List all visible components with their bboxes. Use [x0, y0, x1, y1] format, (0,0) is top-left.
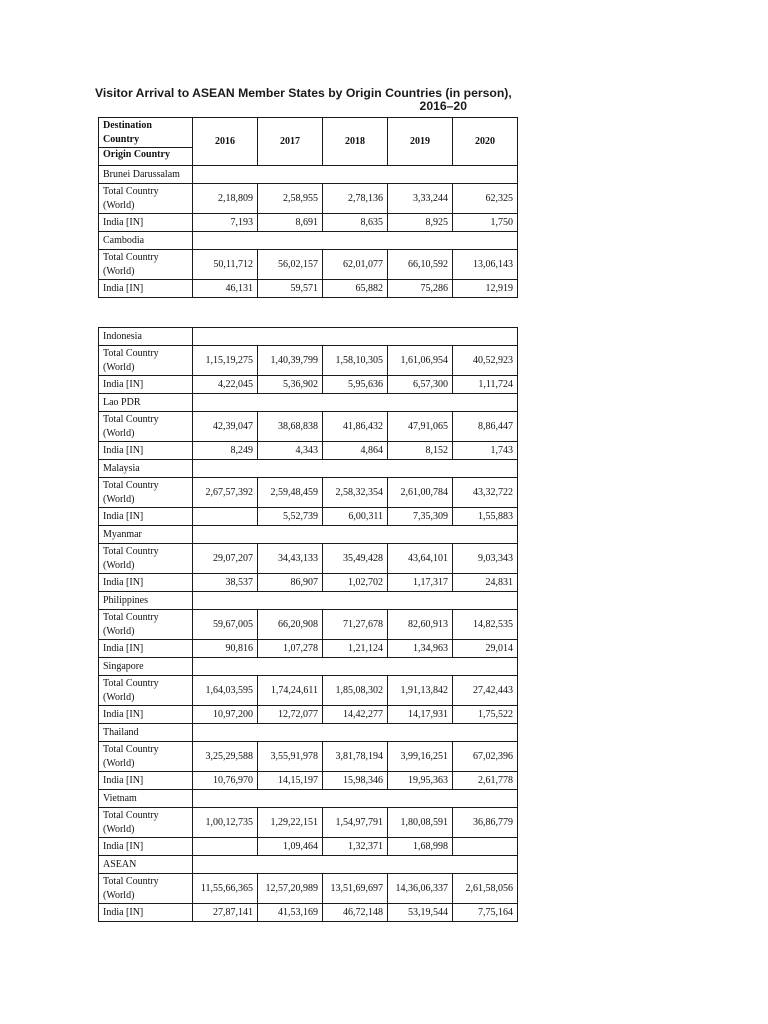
total-value-cell: 35,49,428 — [323, 544, 388, 574]
country-row — [99, 856, 518, 874]
country-empty-cell — [193, 592, 518, 610]
header-corner-cell — [99, 118, 193, 166]
india-value-cell: 1,34,963 — [388, 640, 453, 658]
total-value-cell: 66,20,908 — [258, 610, 323, 640]
country-row — [99, 394, 518, 412]
india-row — [99, 772, 518, 790]
year-header: 2017 — [258, 118, 323, 166]
india-label: India [IN] — [99, 280, 193, 298]
total-value-cell: 2,18,809 — [193, 184, 258, 214]
country-empty-cell — [193, 856, 518, 874]
total-value-cell: 3,99,16,251 — [388, 742, 453, 772]
total-value-cell: 2,58,955 — [258, 184, 323, 214]
total-value-cell: 71,27,678 — [323, 610, 388, 640]
header-row — [99, 118, 518, 150]
total-value-cell: 43,32,722 — [453, 478, 518, 508]
arrivals-table-2 — [98, 327, 518, 922]
total-value-cell: 82,60,913 — [388, 610, 453, 640]
india-value-cell: 1,17,317 — [388, 574, 453, 592]
india-value-cell: 38,537 — [193, 574, 258, 592]
india-label: India [IN] — [99, 640, 193, 658]
india-value-cell — [453, 838, 518, 856]
india-value-cell: 46,131 — [193, 280, 258, 298]
total-value-cell: 2,67,57,392 — [193, 478, 258, 508]
total-value-cell: 3,33,244 — [388, 184, 453, 214]
total-world-label: Total Country (World) — [99, 250, 193, 280]
india-row — [99, 904, 518, 922]
country-row — [99, 592, 518, 610]
total-value-cell: 1,40,39,799 — [258, 346, 323, 376]
india-value-cell: 4,864 — [323, 442, 388, 460]
country-row — [99, 526, 518, 544]
country-name-cell: ASEAN — [99, 856, 193, 874]
country-empty-cell — [193, 724, 518, 742]
total-value-cell: 62,01,077 — [323, 250, 388, 280]
country-name-cell: Indonesia — [99, 328, 193, 346]
total-value-cell: 1,74,24,611 — [258, 676, 323, 706]
total-value-cell: 62,325 — [453, 184, 518, 214]
india-row — [99, 706, 518, 724]
total-value-cell: 66,10,592 — [388, 250, 453, 280]
total-value-cell: 34,43,133 — [258, 544, 323, 574]
country-empty-cell — [193, 658, 518, 676]
india-value-cell: 1,55,883 — [453, 508, 518, 526]
india-value-cell: 5,36,902 — [258, 376, 323, 394]
india-label: India [IN] — [99, 508, 193, 526]
india-row — [99, 838, 518, 856]
india-value-cell: 1,68,998 — [388, 838, 453, 856]
title-line-1: Visitor Arrival to ASEAN Member States by Origin Countries (in person), — [95, 86, 512, 100]
year-header: 2020 — [453, 118, 518, 166]
india-value-cell: 53,19,544 — [388, 904, 453, 922]
india-value-cell: 86,907 — [258, 574, 323, 592]
india-value-cell: 1,02,702 — [323, 574, 388, 592]
total-world-label: Total Country (World) — [99, 610, 193, 640]
total-value-cell: 56,02,157 — [258, 250, 323, 280]
india-value-cell: 6,00,311 — [323, 508, 388, 526]
total-value-cell: 1,15,19,275 — [193, 346, 258, 376]
country-empty-cell — [193, 790, 518, 808]
total-value-cell: 43,64,101 — [388, 544, 453, 574]
total-value-cell: 12,57,20,989 — [258, 874, 323, 904]
india-value-cell: 4,22,045 — [193, 376, 258, 394]
total-value-cell: 27,42,443 — [453, 676, 518, 706]
country-empty-cell — [193, 166, 518, 184]
total-world-label: Total Country (World) — [99, 412, 193, 442]
total-world-label: Total Country (World) — [99, 544, 193, 574]
india-value-cell: 1,75,522 — [453, 706, 518, 724]
country-empty-cell — [193, 526, 518, 544]
total-world-row — [99, 742, 518, 772]
country-empty-cell — [193, 328, 518, 346]
india-label: India [IN] — [99, 442, 193, 460]
country-name-cell: Myanmar — [99, 526, 193, 544]
total-value-cell: 42,39,047 — [193, 412, 258, 442]
country-name-cell: Malaysia — [99, 460, 193, 478]
total-world-row — [99, 544, 518, 574]
total-world-label: Total Country (World) — [99, 742, 193, 772]
total-world-row — [99, 808, 518, 838]
india-value-cell: 27,87,141 — [193, 904, 258, 922]
arrivals-table-1 — [98, 117, 518, 298]
india-value-cell: 8,249 — [193, 442, 258, 460]
total-value-cell: 1,29,22,151 — [258, 808, 323, 838]
total-world-row — [99, 184, 518, 214]
total-value-cell: 2,61,00,784 — [388, 478, 453, 508]
country-name-cell: Cambodia — [99, 232, 193, 250]
country-name-cell: Vietnam — [99, 790, 193, 808]
total-world-label: Total Country (World) — [99, 184, 193, 214]
destination-country-label: Destination Country — [103, 120, 152, 145]
india-value-cell: 5,95,636 — [323, 376, 388, 394]
total-value-cell: 9,03,343 — [453, 544, 518, 574]
india-value-cell: 12,72,077 — [258, 706, 323, 724]
india-value-cell: 8,691 — [258, 214, 323, 232]
india-label: India [IN] — [99, 904, 193, 922]
total-world-row — [99, 874, 518, 904]
total-value-cell: 3,55,91,978 — [258, 742, 323, 772]
india-value-cell — [193, 838, 258, 856]
india-value-cell: 10,76,970 — [193, 772, 258, 790]
total-world-row — [99, 346, 518, 376]
total-value-cell: 13,06,143 — [453, 250, 518, 280]
india-label: India [IN] — [99, 706, 193, 724]
india-value-cell: 65,882 — [323, 280, 388, 298]
country-row — [99, 724, 518, 742]
arrivals-table-2-body — [99, 328, 518, 922]
total-value-cell: 47,91,065 — [388, 412, 453, 442]
year-header: 2016 — [193, 118, 258, 166]
page-title — [95, 86, 512, 113]
total-world-row — [99, 676, 518, 706]
total-value-cell: 2,78,136 — [323, 184, 388, 214]
total-value-cell: 36,86,779 — [453, 808, 518, 838]
country-empty-cell — [193, 232, 518, 250]
country-name-cell: Lao PDR — [99, 394, 193, 412]
total-value-cell: 1,85,08,302 — [323, 676, 388, 706]
india-value-cell: 7,35,309 — [388, 508, 453, 526]
india-row — [99, 574, 518, 592]
country-row — [99, 460, 518, 478]
total-value-cell: 1,64,03,595 — [193, 676, 258, 706]
india-value-cell: 15,98,346 — [323, 772, 388, 790]
total-value-cell: 8,86,447 — [453, 412, 518, 442]
year-header: 2019 — [388, 118, 453, 166]
total-world-label: Total Country (World) — [99, 478, 193, 508]
india-value-cell: 4,343 — [258, 442, 323, 460]
india-value-cell: 8,152 — [388, 442, 453, 460]
india-value-cell: 2,61,778 — [453, 772, 518, 790]
total-value-cell: 67,02,396 — [453, 742, 518, 772]
country-name-cell: Thailand — [99, 724, 193, 742]
total-value-cell: 50,11,712 — [193, 250, 258, 280]
total-world-row — [99, 250, 518, 280]
origin-country-label: Origin Country — [99, 147, 192, 162]
india-label: India [IN] — [99, 214, 193, 232]
india-row — [99, 442, 518, 460]
india-value-cell: 6,57,300 — [388, 376, 453, 394]
india-label: India [IN] — [99, 838, 193, 856]
india-value-cell: 7,193 — [193, 214, 258, 232]
india-value-cell: 8,635 — [323, 214, 388, 232]
arrivals-table-1-body — [99, 118, 518, 298]
total-value-cell: 29,07,207 — [193, 544, 258, 574]
total-value-cell: 41,86,432 — [323, 412, 388, 442]
country-row — [99, 658, 518, 676]
country-row — [99, 790, 518, 808]
total-world-label: Total Country (World) — [99, 874, 193, 904]
india-row — [99, 508, 518, 526]
total-value-cell: 2,58,32,354 — [323, 478, 388, 508]
india-value-cell: 29,014 — [453, 640, 518, 658]
country-row — [99, 166, 518, 184]
total-value-cell: 40,52,923 — [453, 346, 518, 376]
country-row — [99, 232, 518, 250]
india-value-cell: 1,32,371 — [323, 838, 388, 856]
total-world-label: Total Country (World) — [99, 676, 193, 706]
india-row — [99, 214, 518, 232]
india-value-cell: 1,743 — [453, 442, 518, 460]
total-value-cell: 11,55,66,365 — [193, 874, 258, 904]
india-value-cell: 5,52,739 — [258, 508, 323, 526]
india-value-cell: 10,97,200 — [193, 706, 258, 724]
total-value-cell: 14,36,06,337 — [388, 874, 453, 904]
india-value-cell: 90,816 — [193, 640, 258, 658]
india-label: India [IN] — [99, 376, 193, 394]
total-world-row — [99, 610, 518, 640]
country-row — [99, 328, 518, 346]
country-name-cell: Singapore — [99, 658, 193, 676]
total-world-row — [99, 412, 518, 442]
india-value-cell: 59,571 — [258, 280, 323, 298]
total-value-cell: 3,81,78,194 — [323, 742, 388, 772]
india-row — [99, 640, 518, 658]
india-value-cell: 7,75,164 — [453, 904, 518, 922]
india-value-cell: 14,42,277 — [323, 706, 388, 724]
india-value-cell: 41,53,169 — [258, 904, 323, 922]
total-world-label: Total Country (World) — [99, 346, 193, 376]
india-value-cell: 1,07,278 — [258, 640, 323, 658]
india-value-cell: 14,15,197 — [258, 772, 323, 790]
india-value-cell — [193, 508, 258, 526]
india-value-cell: 24,831 — [453, 574, 518, 592]
india-value-cell: 12,919 — [453, 280, 518, 298]
india-label: India [IN] — [99, 574, 193, 592]
total-value-cell: 59,67,005 — [193, 610, 258, 640]
total-value-cell: 13,51,69,697 — [323, 874, 388, 904]
total-value-cell: 14,82,535 — [453, 610, 518, 640]
india-label: India [IN] — [99, 772, 193, 790]
india-value-cell: 14,17,931 — [388, 706, 453, 724]
india-value-cell: 1,750 — [453, 214, 518, 232]
total-value-cell: 1,00,12,735 — [193, 808, 258, 838]
total-value-cell: 2,59,48,459 — [258, 478, 323, 508]
year-header: 2018 — [323, 118, 388, 166]
country-empty-cell — [193, 394, 518, 412]
total-value-cell: 1,80,08,591 — [388, 808, 453, 838]
total-value-cell: 1,61,06,954 — [388, 346, 453, 376]
total-value-cell: 38,68,838 — [258, 412, 323, 442]
country-name-cell: Brunei Darussalam — [99, 166, 193, 184]
total-value-cell: 2,61,58,056 — [453, 874, 518, 904]
total-value-cell: 1,54,97,791 — [323, 808, 388, 838]
total-value-cell: 1,91,13,842 — [388, 676, 453, 706]
india-value-cell: 46,72,148 — [323, 904, 388, 922]
india-value-cell: 75,286 — [388, 280, 453, 298]
country-empty-cell — [193, 460, 518, 478]
india-value-cell: 1,11,724 — [453, 376, 518, 394]
india-value-cell: 8,925 — [388, 214, 453, 232]
india-row — [99, 280, 518, 298]
country-name-cell: Philippines — [99, 592, 193, 610]
total-value-cell: 1,58,10,305 — [323, 346, 388, 376]
total-value-cell: 3,25,29,588 — [193, 742, 258, 772]
title-line-2: 2016–20 — [419, 98, 467, 113]
india-value-cell: 1,21,124 — [323, 640, 388, 658]
india-value-cell: 19,95,363 — [388, 772, 453, 790]
india-value-cell: 1,09,464 — [258, 838, 323, 856]
total-world-label: Total Country (World) — [99, 808, 193, 838]
india-row — [99, 376, 518, 394]
total-world-row — [99, 478, 518, 508]
